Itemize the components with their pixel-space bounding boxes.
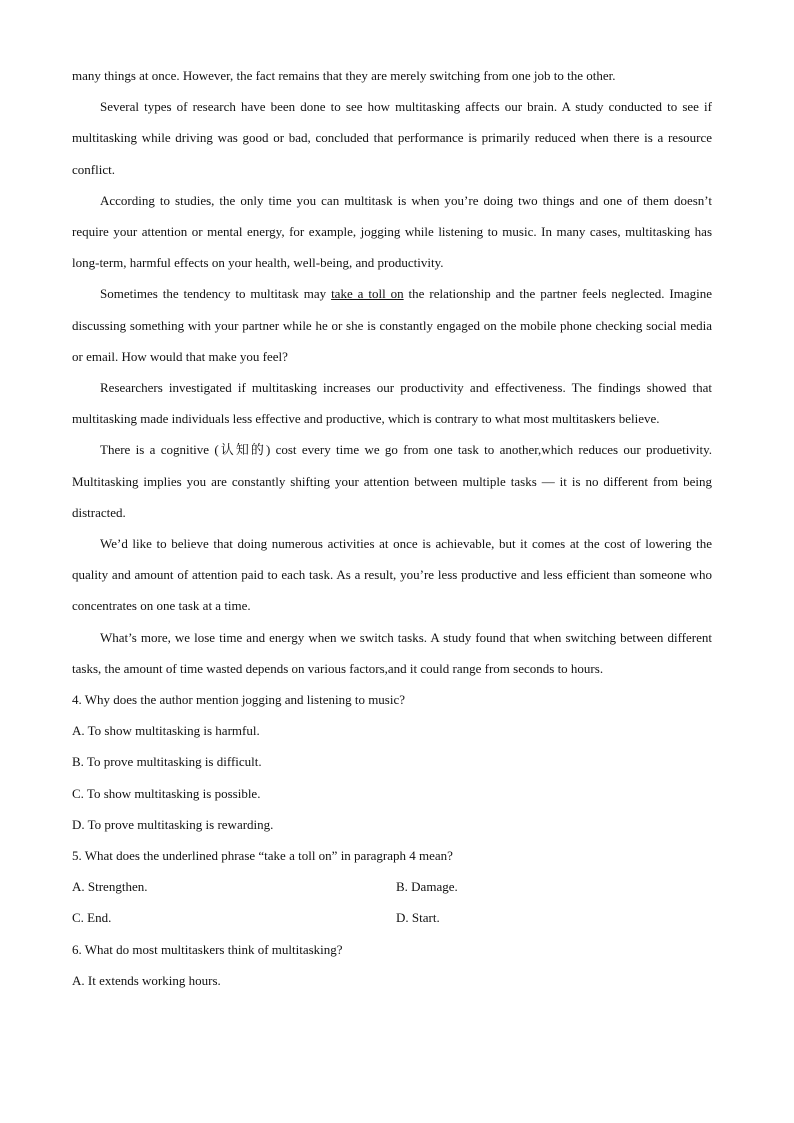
question-5-options-row-1 [72, 871, 712, 902]
paragraph-4: Researchers investigated if multitasking increases our productivity and effectiveness. The findings showed that multitasking made individuals less effective and productive, which is contrary to what most multitaskers believe. [72, 380, 712, 427]
paragraph-1: Several types of research have been done to see how multitasking affects our brain. A study conducted to see if multitasking while driving was good or bad, concluded that performance is primarily reduced when there is a resource conflict. [72, 99, 712, 177]
paragraph-3-text-before: Sometimes the tendency to multitask may [100, 286, 332, 302]
question-4-option-c: C. To show multitasking is possible. [72, 785, 261, 801]
question-6-option-a: A. It extends working hours. [72, 972, 221, 988]
paragraph-7: What’s more, we lose time and energy when we switch tasks. A study found that when switching between different tasks, the amount of time wasted depends on various factors,and it could range from seconds to hours. [72, 629, 712, 676]
question-5-option-c: C. End. [72, 910, 112, 926]
paragraph-3 [72, 278, 712, 372]
question-5-options-row-2 [72, 902, 712, 933]
paragraph-5: There is a cognitive (认知的) cost every time we go from one task to another,which reduces our produetivity. Multitasking implies you are constantly shifting your attention between multiple tasks — it is no different from being distracted. [72, 442, 712, 520]
question-4-stem: 4. Why does the author mention jogging and listening to music? [72, 692, 406, 708]
question-4-option-a: A. To show multitasking is harmful. [72, 723, 260, 739]
paragraph-continued: many things at once. However, the fact remains that they are merely switching from one job to the other. [72, 68, 616, 83]
question-5-option-b: B. Damage. [396, 879, 458, 895]
paragraph-3-text-after: the relationship and the partner feels neglected. Imagine discussing something with your partner while he or she is constantly engaged on the mobile phone checking social media or email. How would that make you feel? [72, 286, 712, 364]
paragraph-6: We’d like to believe that doing numerous activities at once is achievable, but it comes at the cost of lowering the quality and amount of attention paid to each task. As a result, you’re less productive and less efficient than someone who concentrates on one task at a time. [72, 536, 712, 614]
underlined-phrase: take a toll on [331, 286, 404, 302]
question-4-option-b: B. To prove multitasking is difficult. [72, 754, 262, 770]
question-5-option-d: D. Start. [396, 910, 440, 926]
question-4-option-d: D. To prove multitasking is rewarding. [72, 816, 274, 832]
paragraph-2: According to studies, the only time you can multitask is when you’re doing two things and one of them doesn’t require your attention or mental energy, for example, jogging while listening to music. In many cases, multitasking has long-term, harmful effects on your health, well-being, and productivity. [72, 192, 712, 271]
question-5-option-a: A. Strengthen. [72, 879, 148, 895]
question-6-stem: 6. What do most multitaskers think of multitasking? [72, 941, 343, 957]
document-page [72, 60, 712, 996]
question-5-stem: 5. What does the underlined phrase “take a toll on” in paragraph 4 mean? [72, 848, 453, 864]
